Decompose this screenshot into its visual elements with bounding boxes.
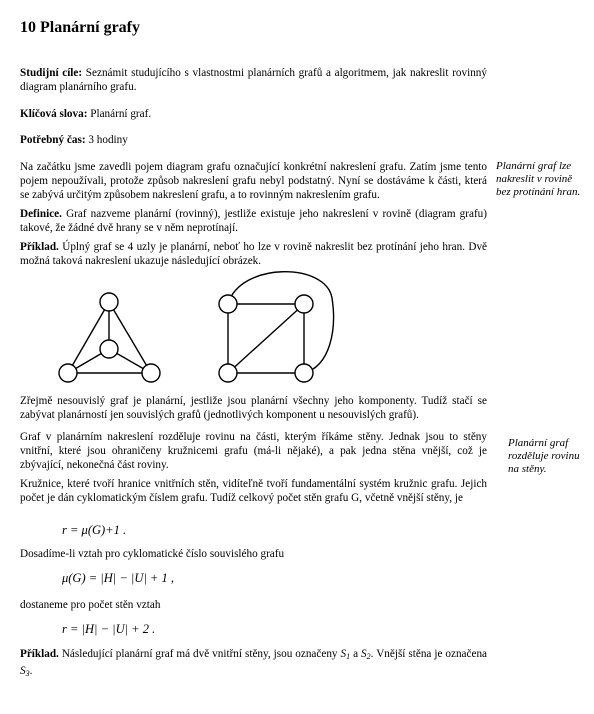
margin-note-planar: Planární graf lze nakreslit v rovině bez protínání hran. (496, 160, 581, 198)
face-s2: $S_2$ (361, 648, 371, 661)
intro-paragraph: Na začátku jsme zavedli pojem diagram grafu označující konkrétní nakreslení grafu. Zatím jsme tento pojem nepoužívali, protože způsob nakreslení grafu nebyl podstatný. Nyní se dostáváme k části, která se zabývá určitým způsobem nakreslení grafu, a to rovinným nakreslením grafu. (20, 161, 487, 201)
required-time-label: Potřebný čas: (20, 134, 86, 146)
study-goals-label: Studijní cíle: (20, 67, 83, 79)
definition-text: Graf nazveme planární (rovinný), jestliže existuje jeho nakreslení v rovině (diagram grafu) takové, že žádné dvě hrany se v něm neprotínají. (20, 208, 487, 234)
graph-node (295, 295, 313, 313)
required-time (20, 133, 487, 147)
example2-label: Příklad. (20, 648, 59, 660)
face-s3: $S_3$ (20, 665, 30, 678)
graph-node (219, 364, 237, 382)
substitute-paragraph: Dosadíme-li vztah pro cyklomatické číslo souvislého grafu (20, 548, 285, 560)
page-title: 10 Planární grafy (20, 19, 140, 36)
example2-text-2: a (350, 648, 362, 660)
example2-text-3: . Vnější stěna je označena (370, 648, 488, 660)
graph-node (100, 340, 118, 358)
margin-note-faces: Planární graf rozděluje rovinu na stěny. (508, 437, 580, 475)
keywords-label: Klíčová slova: (20, 108, 88, 120)
keywords (20, 107, 487, 121)
graph-node (59, 364, 77, 382)
equation-cyclomatic: μ(G) = |H| − |U| + 1 , (62, 571, 174, 585)
example1-text: Úplný graf se 4 uzly je planární, neboť ho lze v rovině nakreslit bez protínání jeho hran. Dvě možná taková nakreslení ukazuje následující obrázek. (20, 241, 488, 267)
components-paragraph: Zřejmě nesouvislý graf je planární, jestliže jsou planární všechny jeho komponenty. Tudíž stačí se zabývat planárností jen souvislých grafů (jednotlivých komponent u nesouvislých grafů). (20, 395, 487, 421)
result-paragraph: dostaneme pro počet stěn vztah (20, 599, 161, 611)
study-goals (20, 66, 487, 94)
example2-text-4: . (29, 665, 33, 677)
example2-paragraph (20, 647, 487, 681)
example1-paragraph (20, 240, 487, 268)
graph-node (142, 364, 160, 382)
graph-node (100, 293, 118, 311)
graph-node (295, 364, 313, 382)
k4-square-drawing (219, 272, 334, 382)
faces-paragraph: Graf v planárním nakreslení rozděluje rovinu na části, kterým říkáme stěny. Jednak jsou to stěny vnitřní, které jsou ohraničeny kružnicemi grafu (má-li nějaké), a pak jedna stěna vnější, což je zbývající, nekonečná část roviny. (20, 431, 487, 471)
definition-paragraph (20, 207, 487, 235)
keywords-text: Planární graf. (90, 108, 152, 120)
study-goals-text: Seznámit studujícího s vlastnostmi planárních grafů a algoritmem, jak nakreslit rovinný diagram planárního grafu. (20, 67, 487, 93)
example2-text-1: Následující planární graf má dvě vnitřní stěny, jsou označeny (61, 648, 341, 660)
equation-faces-formula: r = |H| − |U| + 2 . (62, 622, 156, 636)
k4-drawings-figure (40, 268, 370, 394)
cycles-paragraph: Kružnice, které tvoří hranice vnitřních stěn, vidíteľně tvoří fundamentální systém kružnic grafu. Jejich počet je dán cyklomatickým číslem grafu. Tudíž celkový počet stěn grafu G, včetně vnější stěny, je (20, 478, 487, 504)
face-s1: $S_1$ (340, 648, 351, 661)
required-time-text: 3 hodiny (88, 134, 128, 146)
equation-faces-count: r = μ(G)+1 . (62, 523, 127, 537)
graph-node (219, 295, 237, 313)
definition-label: Definice. (20, 208, 62, 220)
k4-triangle-drawing (59, 293, 160, 382)
example1-label: Příklad. (20, 241, 59, 253)
